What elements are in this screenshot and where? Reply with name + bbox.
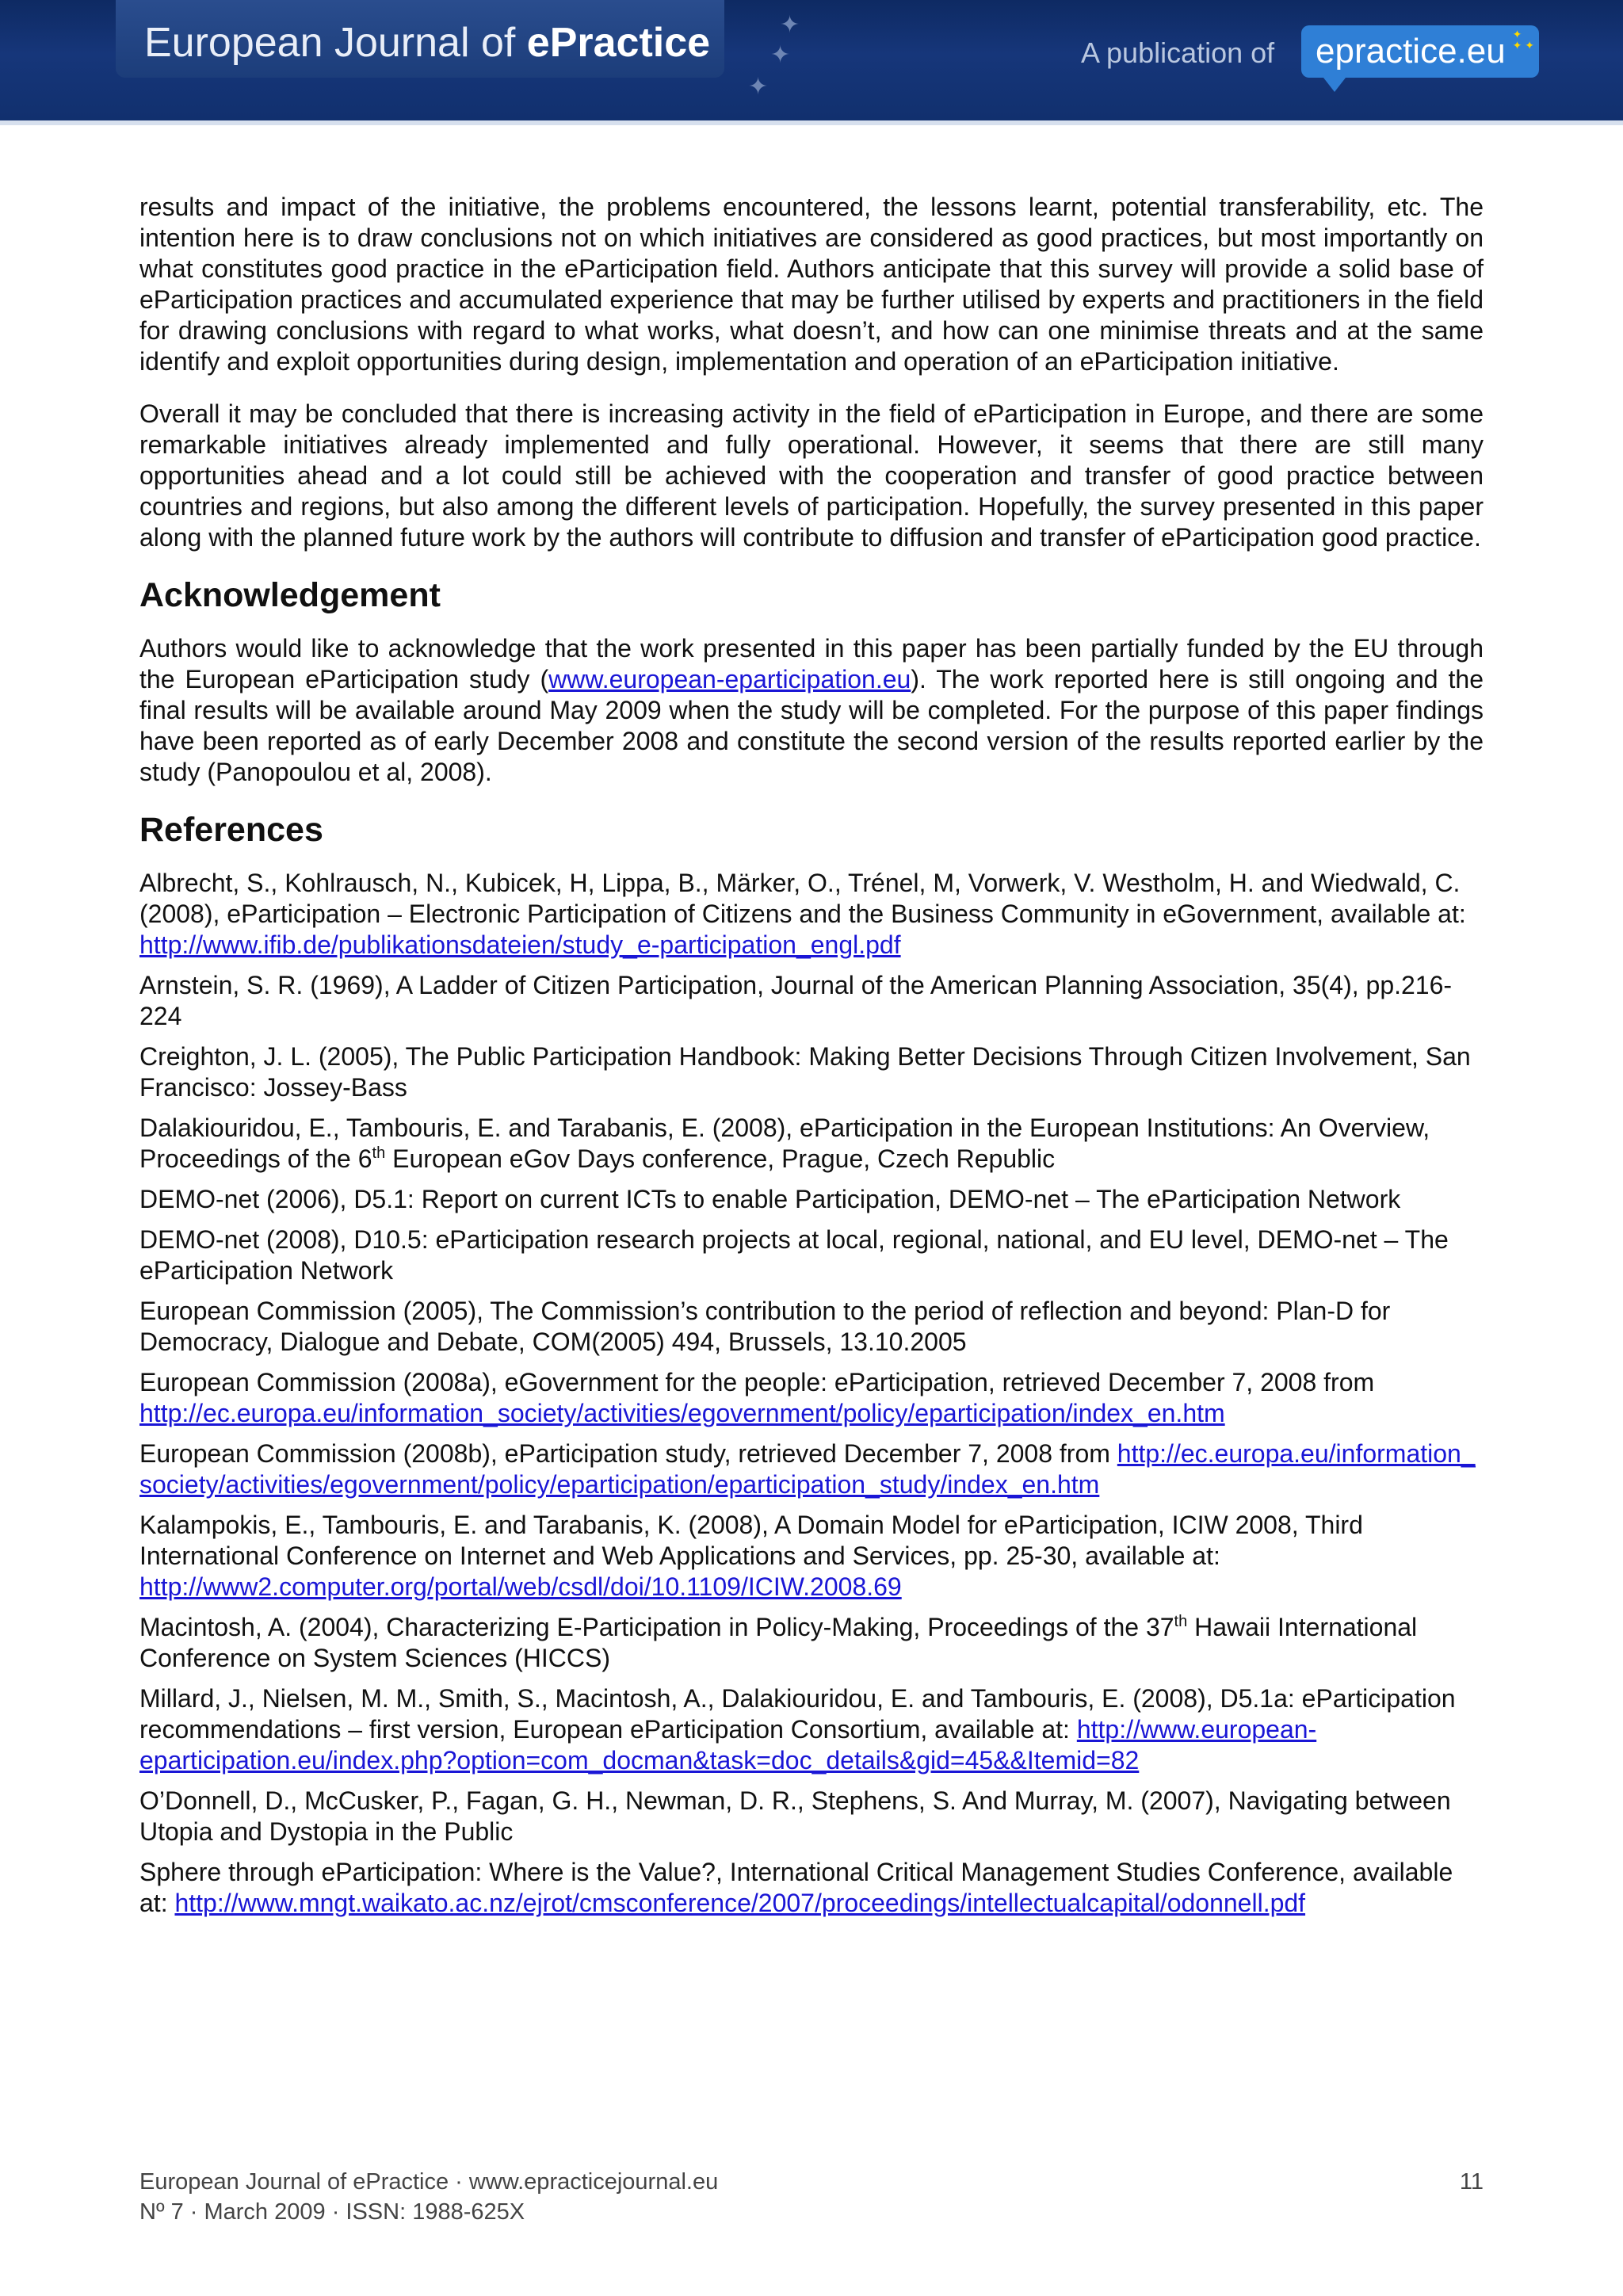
journal-header-banner (0, 0, 1623, 125)
reference-text: DEMO-net (2006), D5.1: Report on current ICTs to enable Participation, DEMO-net – The eParticipation Network (139, 1185, 1401, 1213)
star-icon: ✦ (780, 12, 800, 38)
references-heading: References (139, 811, 323, 849)
reference-text: Macintosh, A. (2004), Characterizing E-Participation in Policy-Making, Proceedings of the 37 (139, 1613, 1174, 1641)
reference-item (139, 970, 1484, 1032)
reference-text: O’Donnell, D., McCusker, P., Fagan, G. H., Newman, D. R., Stephens, S. And Murray, M. (2007), Navigating between Utopia and Dystopia in the Public (139, 1786, 1451, 1846)
reference-item (139, 1438, 1484, 1500)
reference-item (139, 1612, 1484, 1674)
reference-text: Dalakiouridou, E., Tambouris, E. and Tarabanis, E. (2008), eParticipation in the European Institutions: An Overview, Proceedings of the 6 (139, 1114, 1430, 1173)
reference-text: European Commission (2008a), eGovernment for the people: eParticipation, retrieved December 7, 2008 from (139, 1368, 1375, 1396)
reference-text: Sphere through eParticipation: Where is the Value?, International Critical Management Studies Conference, available at: (139, 1858, 1453, 1917)
ordinal-superscript: th (372, 1144, 386, 1162)
body-paragraph: Overall it may be concluded that there is increasing activity in the field of eParticipation in Europe, and there are some remarkable initiatives already implemented and fully operational. However, it seems that there are still many opportunities ahead and a lot could still be achieved with the cooperation and transfer of good practice between countries and regions, but also among the different levels of participation. Hopefully, the survey presented in this paper along with the planned future work by the authors will contribute to diffusion and transfer of eParticipation good practice. (139, 399, 1484, 552)
reference-item (139, 1113, 1484, 1175)
journal-title (144, 19, 710, 67)
reference-link[interactable]: http://www2.computer.org/portal/web/csdl/doi/10.1109/ICIW.2008.69 (139, 1572, 902, 1601)
reference-text: Kalampokis, E., Tambouris, E. and Tarabanis, K. (2008), A Domain Model for eParticipation, ICIW 2008, Third International Conference on Internet and Web Applications and Services, pp. 25-30, available at: (139, 1511, 1363, 1570)
reference-item (139, 1786, 1484, 1847)
acknowledgement-paragraph (139, 633, 1484, 788)
reference-text: Albrecht, S., Kohlrausch, N., Kubicek, H, Lippa, B., Märker, O., Trénel, M, Vorwerk, V. Westholm, H. and Wiedwald, C. (2008), eParticipation – Electronic Participation of Citizens and the Business Community in eGovernment, available at: (139, 869, 1466, 928)
reference-text: Millard, J., Nielsen, M. M., Smith, S., Macintosh, A., Dalakiouridou, E. and Tambouris, E. (2008), D5.1a: eParticipation recommendations – first version, European eParticipation Consortium, available at: (139, 1684, 1456, 1744)
ack-text: Authors would like to acknowledge that the work presented in this paper has been partially funded by the EU through the European eParticipation study ( (139, 634, 1484, 693)
reference-link[interactable]: http://ec.europa.eu/information_society/activities/egovernment/policy/eparticipation/index_en.htm (139, 1399, 1225, 1427)
reference-item (139, 1510, 1484, 1603)
journal-title-bold: ePractice (526, 20, 711, 66)
reference-item (139, 1367, 1484, 1429)
reference-text: DEMO-net (2008), D10.5: eParticipation research projects at local, regional, national, and EU level, DEMO-net – The eParticipation Network (139, 1225, 1449, 1285)
reference-item (139, 1683, 1484, 1776)
reference-text: Creighton, J. L. (2005), The Public Participation Handbook: Making Better Decisions Through Citizen Involvement, San Francisco: Jossey-Bass (139, 1042, 1471, 1102)
logo-stars-icon: ✦ ✦ ✦ (1512, 28, 1534, 52)
reference-link[interactable]: http://www.european-eparticipation.eu/index.php?option=com_docman&task=doc_details&gid=45&&Itemid=82 (139, 1715, 1317, 1775)
ordinal-superscript: th (1174, 1613, 1188, 1630)
star-icon: ✦ (748, 74, 769, 100)
footer-issue-line: Nº 7 · March 2009 · ISSN: 1988-625X (139, 2199, 525, 2225)
reference-item (139, 1224, 1484, 1286)
reference-item (139, 1184, 1484, 1215)
reference-item (139, 1296, 1484, 1358)
reference-item (139, 1857, 1484, 1919)
reference-link[interactable]: http://ec.europa.eu/information_society/activities/egovernment/policy/eparticipation/eparticipation_study/index_en.htm (139, 1439, 1476, 1499)
main-content (139, 192, 1484, 1928)
page-number: 11 (1459, 2169, 1484, 2195)
reference-link[interactable]: http://www.ifib.de/publikationsdateien/study_e-participation_engl.pdf (139, 930, 901, 959)
reference-text: Hawaii International Conference on System Sciences (HICCS) (139, 1613, 1418, 1672)
reference-text: European Commission (2008b), eParticipation study, retrieved December 7, 2008 from (139, 1439, 1117, 1468)
reference-text: European Commission (2005), The Commission’s contribution to the period of reflection and beyond: Plan-D for Democracy, Dialogue and Debate, COM(2005) 494, Brussels, 13.10.2005 (139, 1297, 1391, 1356)
page-footer (139, 2167, 1484, 2227)
reference-link[interactable]: http://www.mngt.waikato.ac.nz/ejrot/cmsconference/2007/proceedings/intellectualcapital/odonnell.pdf (174, 1889, 1306, 1917)
journal-title-tab (116, 0, 724, 78)
body-paragraph: results and impact of the initiative, the problems encountered, the lessons learnt, potential transferability, etc. The intention here is to draw conclusions not on which initiatives are considered as good practices, but most importantly on what constitutes good practice in the eParticipation field. Authors anticipate that this survey will provide a solid base of eParticipation practices and accumulated experience that may be further utilised by experts and practitioners in the field for drawing conclusions with regard to what works, what doesn’t, and how can one minimise threats and at the same identify and exploit opportunities during design, implementation and operation of an eParticipation initiative. (139, 193, 1484, 376)
reference-text: European eGov Days conference, Prague, Czech Republic (385, 1144, 1056, 1173)
epractice-logo[interactable] (1301, 25, 1539, 78)
ack-text: ). The work reported here is still ongoing and the final results will be available around May 2009 when the study will be completed. For the purpose of this paper findings have been reported as of early December 2008 and constitute the second version of the results reported earlier by the study (Panopoulou et al, 2008). (139, 665, 1484, 786)
acknowledgement-heading: Acknowledgement (139, 576, 441, 614)
reference-item (139, 1041, 1484, 1103)
publication-of-label: A publication of (1081, 36, 1275, 69)
footer-journal-line: European Journal of ePractice · www.epracticejournal.eu (139, 2169, 719, 2195)
ack-link[interactable]: www.european-eparticipation.eu (548, 665, 911, 693)
reference-item (139, 868, 1484, 961)
reference-text: Arnstein, S. R. (1969), A Ladder of Citizen Participation, Journal of the American Planning Association, 35(4), pp.216-224 (139, 971, 1453, 1030)
logo-text: epractice.eu (1316, 32, 1506, 71)
star-icon: ✦ (770, 42, 791, 68)
journal-title-prefix: European Journal of (144, 20, 516, 66)
